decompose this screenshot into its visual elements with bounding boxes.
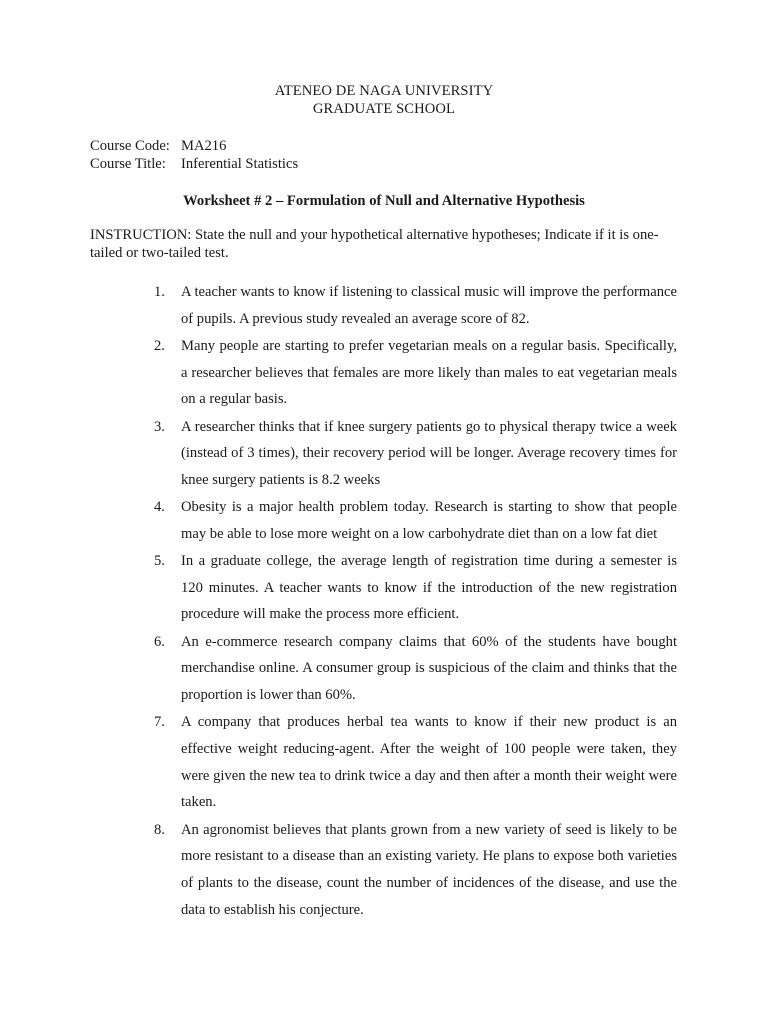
question-number: 7.	[154, 714, 165, 731]
worksheet-title: Worksheet # 2 – Formulation of Null and Alternative Hypothesis	[183, 193, 585, 209]
document-header	[0, 82, 768, 118]
question-text: A teacher wants to know if listening to classical music will improve the performance of pupils. A previous study revealed an average score of 82.	[181, 284, 677, 327]
course-info	[90, 137, 298, 173]
question-text: An e-commerce research company claims that 60% of the students have bought merchandise online. A consumer group is suspicious of the claim and thinks that the proportion is lower than 60%.	[181, 633, 677, 704]
course-title-row	[90, 155, 298, 173]
course-code-row	[90, 137, 298, 155]
question-number: 2.	[154, 337, 165, 354]
course-title-value: Inferential Statistics	[181, 156, 299, 172]
question-text: An agronomist believes that plants grown from a new variety of seed is likely to be more resistant to a disease than an existing variety. He plans to expose both varieties of plants to the disease, count the number of incidences of the disease, and use the data to establish his conjecture.	[181, 821, 677, 918]
course-title-label: Course Title:	[90, 156, 166, 172]
question-item	[0, 817, 677, 924]
question-number: 8.	[154, 821, 165, 838]
question-item	[0, 629, 677, 709]
question-text: A company that produces herbal tea wants to know if their new product is an effective weight reducing-agent. After the weight of 100 people were taken, they were given the new tea to drink twice a day and then after a month their weight were taken.	[181, 714, 677, 811]
question-number: 5.	[154, 553, 165, 570]
question-item	[0, 279, 677, 332]
question-number: 4.	[154, 499, 165, 516]
question-text: A researcher thinks that if knee surgery patients go to physical therapy twice a week (instead of 3 times), their recovery period will be longer. Average recovery times for knee surgery patients is 8.2 weeks	[181, 418, 677, 488]
question-text: Obesity is a major health problem today. Research is starting to show that people may be able to lose more weight on a low carbohydrate diet than on a low fat diet	[181, 499, 677, 542]
course-code-label: Course Code:	[90, 138, 170, 154]
instruction-text: INSTRUCTION: State the null and your hypothetical alternative hypotheses; Indicate if it is one-tailed or two-tailed test.	[90, 227, 659, 261]
question-text: Many people are starting to prefer vegetarian meals on a regular basis. Specifically, a researcher believes that females are more likely than males to eat vegetarian meals on a regular basis.	[181, 337, 677, 408]
question-item	[0, 709, 677, 816]
question-number: 1.	[154, 284, 165, 300]
question-item	[0, 333, 677, 413]
school-name: GRADUATE SCHOOL	[312, 101, 456, 117]
question-item	[0, 548, 677, 628]
course-code-value: MA216	[181, 138, 227, 154]
question-item	[0, 414, 677, 494]
question-number: 3.	[154, 418, 165, 435]
question-number: 6.	[154, 633, 165, 650]
university-name: ATENEO DE NAGA UNIVERSITY	[274, 83, 494, 99]
question-item	[0, 494, 677, 547]
question-list	[0, 279, 677, 924]
question-text: In a graduate college, the average length of registration time during a semester is 120 minutes. A teacher wants to know if the introduction of the new registration procedure will make the process more efficient.	[181, 553, 677, 623]
